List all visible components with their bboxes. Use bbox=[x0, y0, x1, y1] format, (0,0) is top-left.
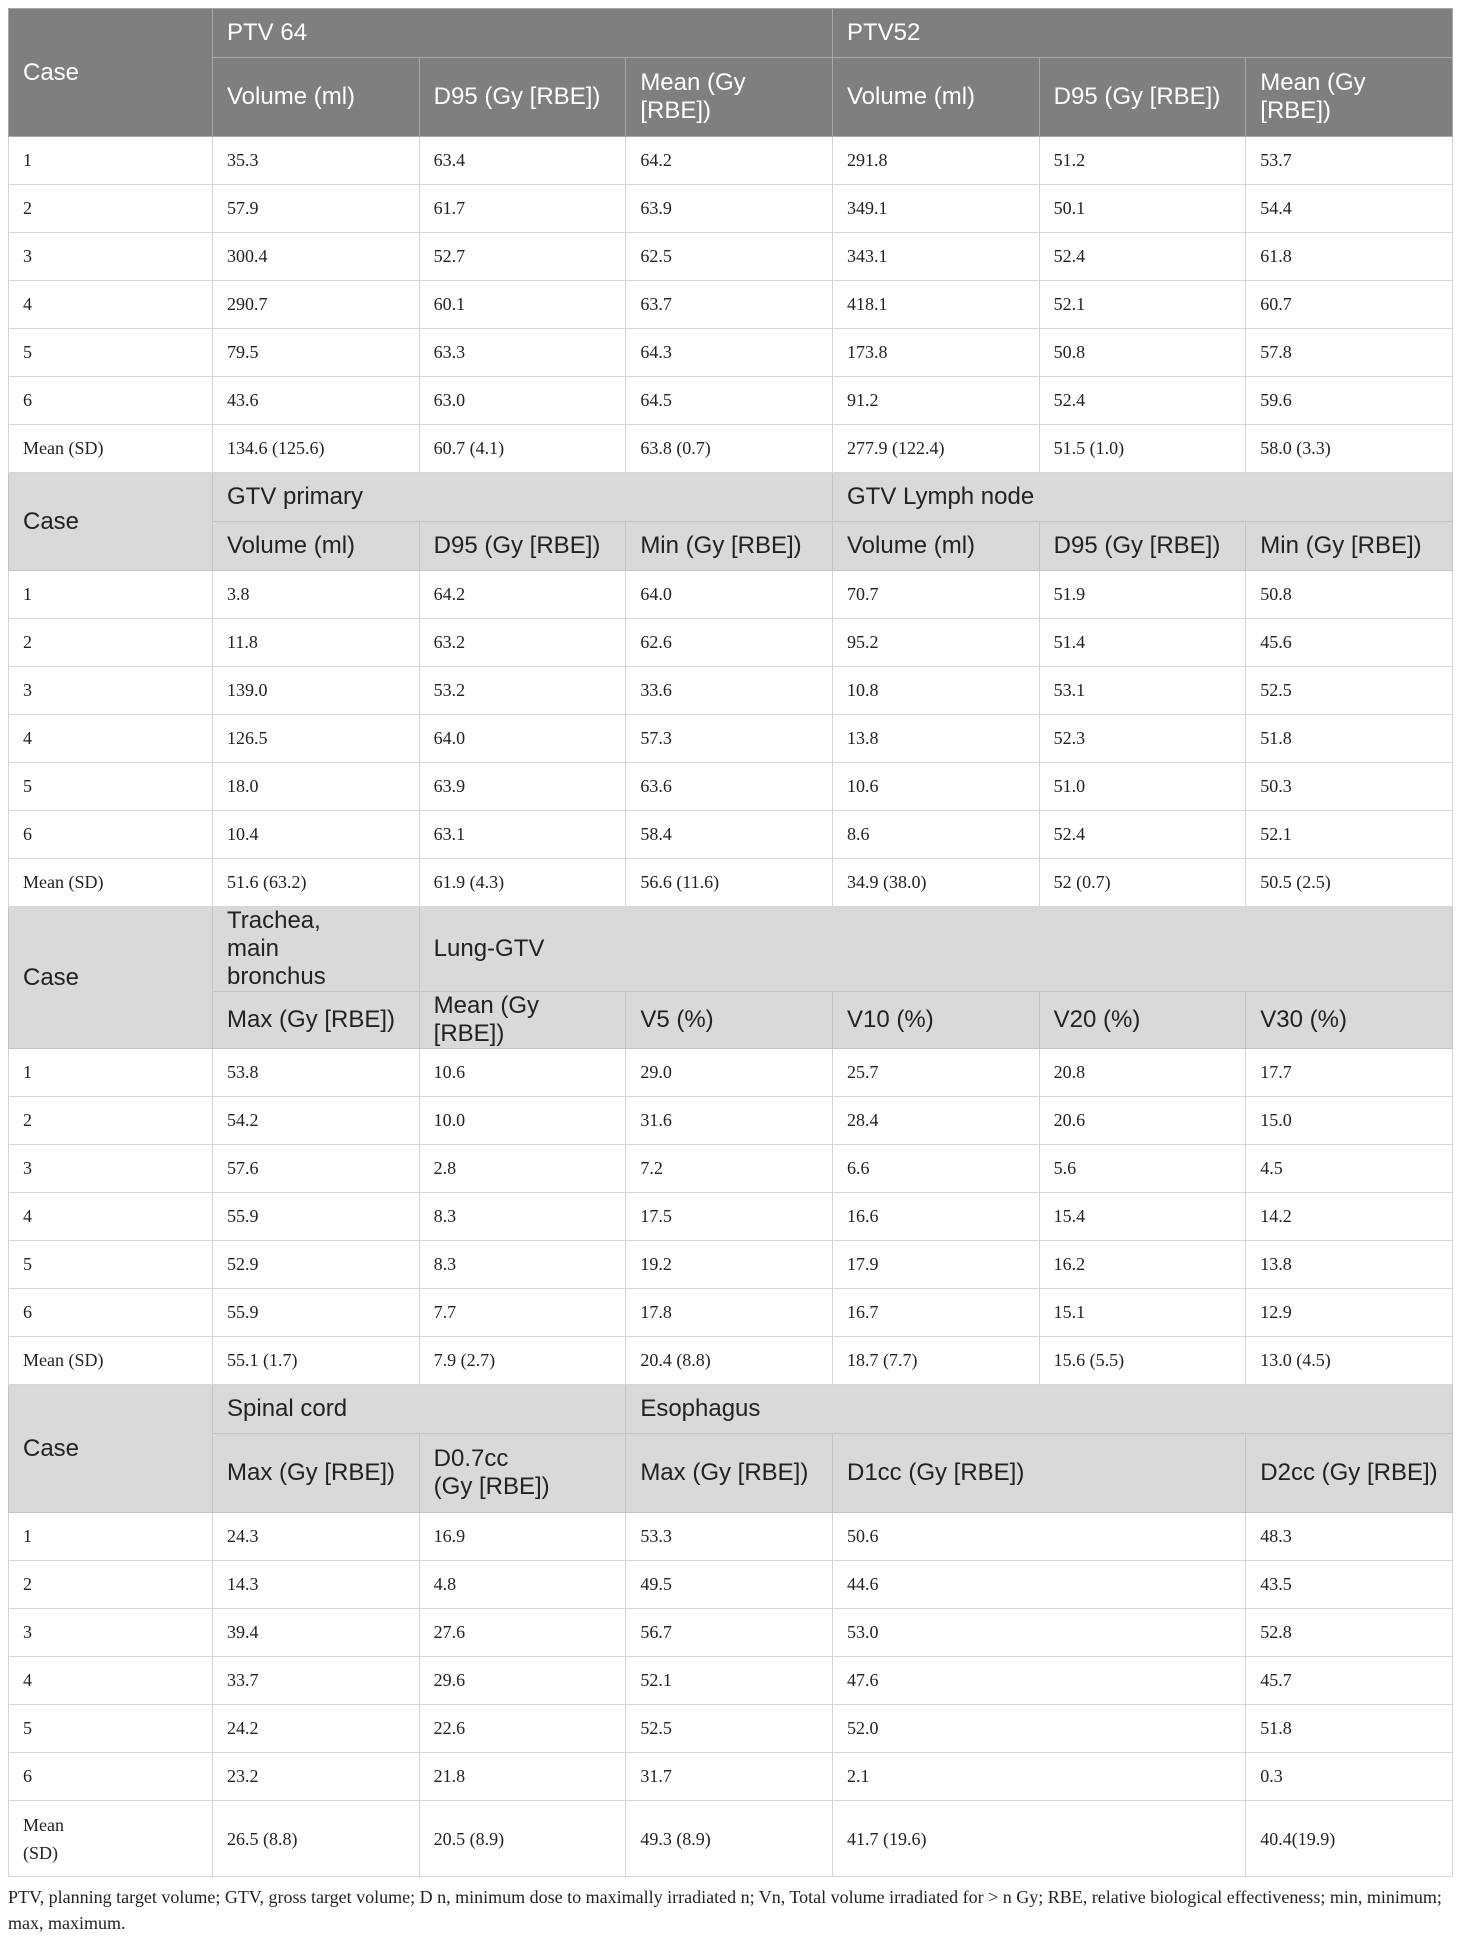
table-cell: 20.5 (8.9) bbox=[419, 1801, 626, 1877]
section-lung-header bbox=[9, 907, 1453, 1049]
mean-row bbox=[9, 1801, 1453, 1877]
table-cell: 11.8 bbox=[213, 619, 420, 667]
table-cell: 52.1 bbox=[626, 1657, 833, 1705]
table-row bbox=[9, 667, 1453, 715]
table-cell: 53.1 bbox=[1039, 667, 1246, 715]
table-cell: 4.8 bbox=[419, 1561, 626, 1609]
table-cell: 15.0 bbox=[1246, 1097, 1453, 1145]
dose-volume-table bbox=[8, 8, 1453, 1877]
table-cell: 51.8 bbox=[1246, 715, 1453, 763]
table-cell: 349.1 bbox=[832, 185, 1039, 233]
table-cell: 18.7 (7.7) bbox=[832, 1337, 1039, 1385]
table-cell: 53.3 bbox=[626, 1513, 833, 1561]
table-row bbox=[9, 1193, 1453, 1241]
table-cell: 61.7 bbox=[419, 185, 626, 233]
table-cell: 61.8 bbox=[1246, 233, 1453, 281]
table-cell: 50.1 bbox=[1039, 185, 1246, 233]
table-cell: 34.9 (38.0) bbox=[832, 859, 1039, 907]
table-row bbox=[9, 1609, 1453, 1657]
table-cell: 33.6 bbox=[626, 667, 833, 715]
column-header: Mean (Gy [RBE]) bbox=[626, 58, 833, 137]
table-cell: 4 bbox=[9, 715, 213, 763]
table-cell: 60.1 bbox=[419, 281, 626, 329]
table-cell: 13.8 bbox=[832, 715, 1039, 763]
table-row bbox=[9, 763, 1453, 811]
mean-row bbox=[9, 425, 1453, 473]
table-cell: 55.1 (1.7) bbox=[213, 1337, 420, 1385]
table-cell: 1 bbox=[9, 137, 213, 185]
table-cell: 23.2 bbox=[213, 1753, 420, 1801]
table-cell: 6.6 bbox=[832, 1145, 1039, 1193]
table-footnote: PTV, planning target volume; GTV, gross target volume; D n, minimum dose to maximally irradiated n; Vn, Total volume irradiated for > n Gy; RBE, relative biological effectiveness; min, minimum; max, maximum. bbox=[8, 1887, 1442, 1933]
table-cell: 91.2 bbox=[832, 377, 1039, 425]
table-cell: 63.7 bbox=[626, 281, 833, 329]
table-cell: 6 bbox=[9, 377, 213, 425]
column-header: V20 (%) bbox=[1039, 992, 1246, 1049]
table-cell: 139.0 bbox=[213, 667, 420, 715]
table-cell: 17.7 bbox=[1246, 1049, 1453, 1097]
section-gtv-body bbox=[9, 571, 1453, 907]
column-header: Volume (ml) bbox=[832, 522, 1039, 571]
mean-row bbox=[9, 859, 1453, 907]
table-cell: 15.4 bbox=[1039, 1193, 1246, 1241]
column-header: V10 (%) bbox=[832, 992, 1039, 1049]
table-cell: 5 bbox=[9, 329, 213, 377]
column-header: Mean (Gy [RBE]) bbox=[419, 992, 626, 1049]
table-cell: 39.4 bbox=[213, 1609, 420, 1657]
table-row bbox=[9, 185, 1453, 233]
table-cell: 59.6 bbox=[1246, 377, 1453, 425]
table-cell: 52.1 bbox=[1039, 281, 1246, 329]
table-cell: 6 bbox=[9, 811, 213, 859]
table-cell: 51.2 bbox=[1039, 137, 1246, 185]
column-header: Max (Gy [RBE]) bbox=[626, 1434, 833, 1513]
table-cell: 52.5 bbox=[626, 1705, 833, 1753]
table-cell: 64.2 bbox=[419, 571, 626, 619]
table-cell: 16.6 bbox=[832, 1193, 1039, 1241]
table-cell: 2 bbox=[9, 185, 213, 233]
table-cell: 49.5 bbox=[626, 1561, 833, 1609]
table-cell: 51.0 bbox=[1039, 763, 1246, 811]
table-cell: 43.5 bbox=[1246, 1561, 1453, 1609]
table-row bbox=[9, 811, 1453, 859]
table-cell: 10.6 bbox=[832, 763, 1039, 811]
table-cell: 28.4 bbox=[832, 1097, 1039, 1145]
table-cell: 5 bbox=[9, 1705, 213, 1753]
table-cell: 18.0 bbox=[213, 763, 420, 811]
table-cell: 63.9 bbox=[419, 763, 626, 811]
table-row bbox=[9, 233, 1453, 281]
column-header: Volume (ml) bbox=[213, 522, 420, 571]
table-cell: 64.3 bbox=[626, 329, 833, 377]
table-cell: 79.5 bbox=[213, 329, 420, 377]
column-header: D2cc (Gy [RBE]) bbox=[1246, 1434, 1453, 1513]
table-cell: 58.0 (3.3) bbox=[1246, 425, 1453, 473]
table-cell: 53.0 bbox=[832, 1609, 1245, 1657]
table-cell: 52.7 bbox=[419, 233, 626, 281]
table-cell: 4 bbox=[9, 281, 213, 329]
table-cell: 291.8 bbox=[832, 137, 1039, 185]
section-ptv-body bbox=[9, 137, 1453, 473]
table-cell: Mean (SD) bbox=[9, 859, 213, 907]
column-header: Max (Gy [RBE]) bbox=[213, 1434, 420, 1513]
table-cell: 12.9 bbox=[1246, 1289, 1453, 1337]
table-cell: 17.5 bbox=[626, 1193, 833, 1241]
table-cell: 15.1 bbox=[1039, 1289, 1246, 1337]
table-cell: 64.0 bbox=[626, 571, 833, 619]
case-header: Case bbox=[9, 1385, 213, 1513]
table-cell: 41.7 (19.6) bbox=[832, 1801, 1245, 1877]
dose-table-container bbox=[8, 8, 1452, 1877]
table-cell: 63.1 bbox=[419, 811, 626, 859]
table-cell: Mean (SD) bbox=[9, 1337, 213, 1385]
group-header-trachea: Trachea, main bronchus bbox=[213, 907, 420, 992]
table-cell: 52.9 bbox=[213, 1241, 420, 1289]
table-cell: 51.5 (1.0) bbox=[1039, 425, 1246, 473]
table-cell: 3 bbox=[9, 1145, 213, 1193]
column-header: Max (Gy [RBE]) bbox=[213, 992, 420, 1049]
table-cell: 22.6 bbox=[419, 1705, 626, 1753]
table-cell: 15.6 (5.5) bbox=[1039, 1337, 1246, 1385]
table-cell: 40.4(19.9) bbox=[1246, 1801, 1453, 1877]
group-header-gtv-primary: GTV primary bbox=[213, 473, 833, 522]
table-row bbox=[9, 137, 1453, 185]
column-header: Min (Gy [RBE]) bbox=[1246, 522, 1453, 571]
column-header: D95 (Gy [RBE]) bbox=[419, 522, 626, 571]
table-cell: 56.6 (11.6) bbox=[626, 859, 833, 907]
table-cell: 10.4 bbox=[213, 811, 420, 859]
table-cell: 63.6 bbox=[626, 763, 833, 811]
table-row bbox=[9, 715, 1453, 763]
table-cell: 63.0 bbox=[419, 377, 626, 425]
group-header-spinal-cord: Spinal cord bbox=[213, 1385, 626, 1434]
table-cell: 51.8 bbox=[1246, 1705, 1453, 1753]
table-cell: 173.8 bbox=[832, 329, 1039, 377]
section-cord-esophagus-body bbox=[9, 1513, 1453, 1877]
table-cell: 52.4 bbox=[1039, 377, 1246, 425]
table-cell: 29.0 bbox=[626, 1049, 833, 1097]
table-cell: 50.8 bbox=[1246, 571, 1453, 619]
table-cell: 52.0 bbox=[832, 1705, 1245, 1753]
table-cell: 43.6 bbox=[213, 377, 420, 425]
group-header-lung-gtv: Lung-GTV bbox=[419, 907, 1452, 992]
table-cell: 54.2 bbox=[213, 1097, 420, 1145]
table-cell: 57.6 bbox=[213, 1145, 420, 1193]
table-cell: 47.6 bbox=[832, 1657, 1245, 1705]
table-cell: 13.0 (4.5) bbox=[1246, 1337, 1453, 1385]
table-row bbox=[9, 1097, 1453, 1145]
group-header-esophagus: Esophagus bbox=[626, 1385, 1453, 1434]
table-cell: 0.3 bbox=[1246, 1753, 1453, 1801]
table-cell: 45.6 bbox=[1246, 619, 1453, 667]
table-cell: 13.8 bbox=[1246, 1241, 1453, 1289]
table-cell: 8.3 bbox=[419, 1241, 626, 1289]
table-cell: 52.5 bbox=[1246, 667, 1453, 715]
table-cell: 16.7 bbox=[832, 1289, 1039, 1337]
table-cell: 5.6 bbox=[1039, 1145, 1246, 1193]
table-cell: 2.8 bbox=[419, 1145, 626, 1193]
table-cell: 5 bbox=[9, 763, 213, 811]
table-cell: 19.2 bbox=[626, 1241, 833, 1289]
table-cell: 35.3 bbox=[213, 137, 420, 185]
table-cell: 277.9 (122.4) bbox=[832, 425, 1039, 473]
table-cell: 52.4 bbox=[1039, 811, 1246, 859]
table-cell: 3 bbox=[9, 667, 213, 715]
table-row bbox=[9, 281, 1453, 329]
column-header: Mean (Gy [RBE]) bbox=[1246, 58, 1453, 137]
table-cell: 64.5 bbox=[626, 377, 833, 425]
table-cell: 63.2 bbox=[419, 619, 626, 667]
table-cell: 7.9 (2.7) bbox=[419, 1337, 626, 1385]
case-header: Case bbox=[9, 9, 213, 137]
table-cell: Mean (SD) bbox=[9, 425, 213, 473]
table-cell: 52.3 bbox=[1039, 715, 1246, 763]
table-cell: 55.9 bbox=[213, 1193, 420, 1241]
table-cell: 52 (0.7) bbox=[1039, 859, 1246, 907]
table-cell: 61.9 (4.3) bbox=[419, 859, 626, 907]
table-cell: 60.7 bbox=[1246, 281, 1453, 329]
table-cell: 6 bbox=[9, 1289, 213, 1337]
table-cell: 126.5 bbox=[213, 715, 420, 763]
table-cell: Mean (SD) bbox=[9, 1801, 213, 1877]
table-cell: 14.2 bbox=[1246, 1193, 1453, 1241]
table-row bbox=[9, 1513, 1453, 1561]
table-cell: 52.4 bbox=[1039, 233, 1246, 281]
table-cell: 24.3 bbox=[213, 1513, 420, 1561]
table-cell: 1 bbox=[9, 1049, 213, 1097]
table-cell: 14.3 bbox=[213, 1561, 420, 1609]
section-cord-esophagus-header bbox=[9, 1385, 1453, 1513]
group-header-ptv64: PTV 64 bbox=[213, 9, 833, 58]
table-cell: 21.8 bbox=[419, 1753, 626, 1801]
table-row bbox=[9, 1241, 1453, 1289]
table-cell: 53.2 bbox=[419, 667, 626, 715]
group-header-gtv-lymph-node: GTV Lymph node bbox=[832, 473, 1452, 522]
case-header: Case bbox=[9, 473, 213, 571]
table-cell: 50.5 (2.5) bbox=[1246, 859, 1453, 907]
table-row bbox=[9, 1145, 1453, 1193]
table-cell: 53.8 bbox=[213, 1049, 420, 1097]
table-cell: 29.6 bbox=[419, 1657, 626, 1705]
table-cell: 4.5 bbox=[1246, 1145, 1453, 1193]
table-cell: 2 bbox=[9, 619, 213, 667]
table-cell: 343.1 bbox=[832, 233, 1039, 281]
table-cell: 51.4 bbox=[1039, 619, 1246, 667]
table-cell: 70.7 bbox=[832, 571, 1039, 619]
table-cell: 2 bbox=[9, 1561, 213, 1609]
table-cell: 1 bbox=[9, 571, 213, 619]
table-cell: 8.6 bbox=[832, 811, 1039, 859]
table-cell: 54.4 bbox=[1246, 185, 1453, 233]
table-cell: 1 bbox=[9, 1513, 213, 1561]
table-cell: 95.2 bbox=[832, 619, 1039, 667]
section-ptv-header bbox=[9, 9, 1453, 137]
table-cell: 2 bbox=[9, 1097, 213, 1145]
column-header: D0.7cc (Gy [RBE]) bbox=[419, 1434, 626, 1513]
table-cell: 16.9 bbox=[419, 1513, 626, 1561]
column-header: D1cc (Gy [RBE]) bbox=[832, 1434, 1245, 1513]
table-cell: 56.7 bbox=[626, 1609, 833, 1657]
table-cell: 418.1 bbox=[832, 281, 1039, 329]
table-cell: 16.2 bbox=[1039, 1241, 1246, 1289]
table-cell: 300.4 bbox=[213, 233, 420, 281]
table-cell: 10.6 bbox=[419, 1049, 626, 1097]
table-cell: 10.0 bbox=[419, 1097, 626, 1145]
table-row bbox=[9, 1753, 1453, 1801]
section-gtv-header bbox=[9, 473, 1453, 571]
table-cell: 50.6 bbox=[832, 1513, 1245, 1561]
table-row bbox=[9, 1049, 1453, 1097]
table-cell: 57.8 bbox=[1246, 329, 1453, 377]
column-header: D95 (Gy [RBE]) bbox=[1039, 522, 1246, 571]
column-header: D95 (Gy [RBE]) bbox=[419, 58, 626, 137]
table-cell: 51.6 (63.2) bbox=[213, 859, 420, 907]
table-cell: 33.7 bbox=[213, 1657, 420, 1705]
section-lung-body bbox=[9, 1049, 1453, 1385]
table-row bbox=[9, 1705, 1453, 1753]
table-cell: 25.7 bbox=[832, 1049, 1039, 1097]
table-row bbox=[9, 1561, 1453, 1609]
table-cell: 27.6 bbox=[419, 1609, 626, 1657]
table-cell: 2.1 bbox=[832, 1753, 1245, 1801]
table-row bbox=[9, 377, 1453, 425]
table-cell: 44.6 bbox=[832, 1561, 1245, 1609]
table-cell: 64.2 bbox=[626, 137, 833, 185]
column-header: Volume (ml) bbox=[832, 58, 1039, 137]
table-cell: 51.9 bbox=[1039, 571, 1246, 619]
table-cell: 7.7 bbox=[419, 1289, 626, 1337]
table-cell: 31.6 bbox=[626, 1097, 833, 1145]
table-cell: 7.2 bbox=[626, 1145, 833, 1193]
table-cell: 20.8 bbox=[1039, 1049, 1246, 1097]
table-cell: 134.6 (125.6) bbox=[213, 425, 420, 473]
table-cell: 290.7 bbox=[213, 281, 420, 329]
table-cell: 52.1 bbox=[1246, 811, 1453, 859]
case-header: Case bbox=[9, 907, 213, 1049]
table-row bbox=[9, 1289, 1453, 1337]
table-cell: 20.4 (8.8) bbox=[626, 1337, 833, 1385]
table-cell: 10.8 bbox=[832, 667, 1039, 715]
table-cell: 6 bbox=[9, 1753, 213, 1801]
table-cell: 63.8 (0.7) bbox=[626, 425, 833, 473]
table-cell: 17.8 bbox=[626, 1289, 833, 1337]
mean-row bbox=[9, 1337, 1453, 1385]
table-cell: 4 bbox=[9, 1657, 213, 1705]
table-cell: 55.9 bbox=[213, 1289, 420, 1337]
table-cell: 45.7 bbox=[1246, 1657, 1453, 1705]
column-header: Min (Gy [RBE]) bbox=[626, 522, 833, 571]
table-cell: 50.3 bbox=[1246, 763, 1453, 811]
table-cell: 64.0 bbox=[419, 715, 626, 763]
table-cell: 3 bbox=[9, 233, 213, 281]
column-header: D95 (Gy [RBE]) bbox=[1039, 58, 1246, 137]
table-cell: 49.3 (8.9) bbox=[626, 1801, 833, 1877]
table-cell: 3 bbox=[9, 1609, 213, 1657]
table-cell: 62.5 bbox=[626, 233, 833, 281]
table-cell: 62.6 bbox=[626, 619, 833, 667]
table-cell: 60.7 (4.1) bbox=[419, 425, 626, 473]
table-cell: 48.3 bbox=[1246, 1513, 1453, 1561]
table-cell: 17.9 bbox=[832, 1241, 1039, 1289]
group-header-ptv52: PTV52 bbox=[832, 9, 1452, 58]
table-cell: 31.7 bbox=[626, 1753, 833, 1801]
table-row bbox=[9, 571, 1453, 619]
column-header: V5 (%) bbox=[626, 992, 833, 1049]
table-cell: 52.8 bbox=[1246, 1609, 1453, 1657]
table-cell: 8.3 bbox=[419, 1193, 626, 1241]
table-cell: 58.4 bbox=[626, 811, 833, 859]
table-cell: 57.9 bbox=[213, 185, 420, 233]
table-cell: 63.3 bbox=[419, 329, 626, 377]
table-cell: 63.9 bbox=[626, 185, 833, 233]
table-cell: 3.8 bbox=[213, 571, 420, 619]
table-cell: 50.8 bbox=[1039, 329, 1246, 377]
table-cell: 5 bbox=[9, 1241, 213, 1289]
table-cell: 4 bbox=[9, 1193, 213, 1241]
table-cell: 20.6 bbox=[1039, 1097, 1246, 1145]
column-header: Volume (ml) bbox=[213, 58, 420, 137]
table-cell: 57.3 bbox=[626, 715, 833, 763]
column-header: V30 (%) bbox=[1246, 992, 1453, 1049]
table-row bbox=[9, 329, 1453, 377]
table-row bbox=[9, 619, 1453, 667]
table-cell: 24.2 bbox=[213, 1705, 420, 1753]
table-cell: 63.4 bbox=[419, 137, 626, 185]
table-row bbox=[9, 1657, 1453, 1705]
table-cell: 53.7 bbox=[1246, 137, 1453, 185]
table-cell: 26.5 (8.8) bbox=[213, 1801, 420, 1877]
